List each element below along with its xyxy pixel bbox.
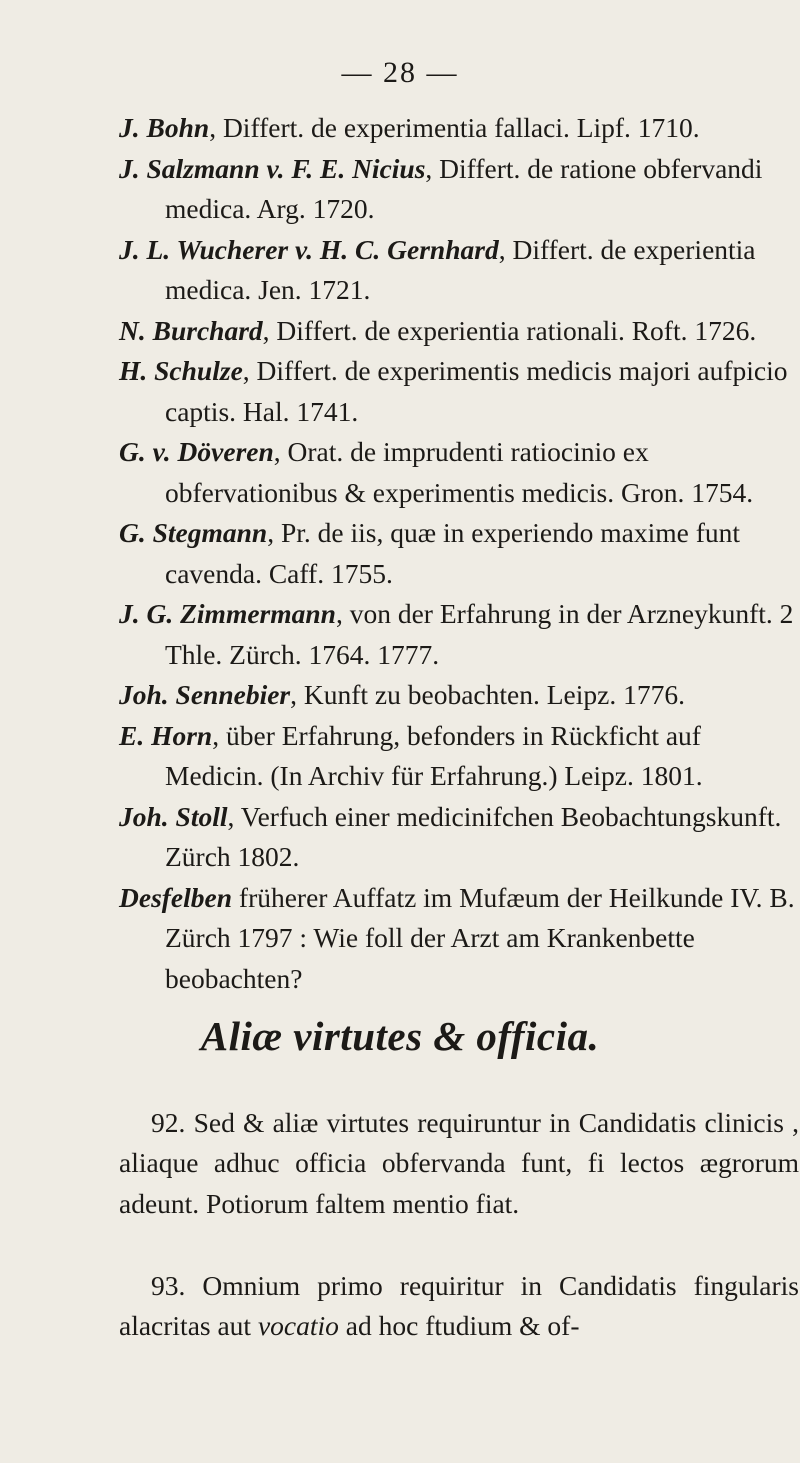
- entry-author: H. Schulze: [119, 355, 243, 386]
- entry-author: Joh. Stoll: [119, 800, 228, 832]
- bibliography-entry: [119, 675, 799, 716]
- section-heading: Aliæ virtutes & officia.: [200, 1013, 600, 1059]
- entry-text: Orat. de imprudenti ratiocinio ex obfervationibus & experimentis medicis. Gron. 1754.: [165, 436, 754, 508]
- paragraph-93: [119, 1266, 799, 1347]
- entry-text: Differt. de experimentis medicis majori aufpicio captis. Hal. 1741.: [165, 355, 788, 427]
- bibliography-entry: [119, 878, 799, 1000]
- entry-author: G. Stegmann: [119, 517, 268, 548]
- entry-author: J. Salzmann v. F. E. Nicius: [119, 152, 426, 184]
- entry-separator: [232, 882, 239, 913]
- entry-author: G. v. Döveren: [119, 436, 274, 467]
- page-number: — 28 —: [341, 56, 459, 89]
- bibliography-entry: [119, 797, 799, 878]
- entry-separator: ,: [227, 800, 241, 832]
- entry-separator: ,: [498, 233, 513, 265]
- bibliography-entry: [119, 513, 799, 594]
- paragraph-emphasis: vocatio: [257, 1310, 339, 1341]
- bibliography-entry: [119, 230, 799, 311]
- paragraph-number: 92.: [151, 1106, 186, 1138]
- entry-text: Kunft zu beobachten. Leipz. 1776.: [303, 679, 685, 710]
- entry-author: J. G. Zimmermann: [119, 598, 336, 629]
- paragraph-text: Omnium primo requiritur in Candidatis fingularis alacritas aut: [119, 1269, 799, 1341]
- entry-separator: ,: [212, 719, 226, 751]
- bibliography-entry: [119, 594, 799, 675]
- entry-separator: ,: [267, 517, 281, 548]
- entry-author: E. Horn: [119, 719, 213, 751]
- entry-text: früherer Auffatz im Mufæum der Heilkunde IV. B. Zürch 1797 : Wie foll der Arzt am Krankenbette beobachten?: [165, 881, 795, 994]
- bibliography-list: [119, 108, 799, 999]
- entry-text: Differt. de experientia rationali. Roft. 1726.: [276, 314, 757, 346]
- paragraph-text-continued: ad hoc ftudium & of-: [345, 1310, 580, 1341]
- entry-separator: ,: [273, 436, 288, 467]
- entry-author: Joh. Sennebier: [119, 679, 291, 710]
- bibliography-entry: [119, 716, 799, 797]
- entry-separator: ,: [209, 112, 223, 143]
- bibliography-entry: [119, 311, 799, 352]
- entry-text: Differt. de experientia medica. Jen. 1721.: [165, 233, 756, 305]
- entry-separator: ,: [290, 679, 304, 710]
- entry-separator: ,: [335, 598, 350, 629]
- entry-text: Differt. de ratione obfervandi medica. Arg. 1720.: [165, 152, 763, 224]
- entry-separator: ,: [425, 152, 440, 184]
- entry-author: J. L. Wucherer v. H. C. Gernhard: [119, 233, 499, 265]
- bibliography-entry: [119, 351, 799, 432]
- entry-text: Pr. de iis, quæ in experiendo maxime funt cavenda. Caff. 1755.: [165, 517, 741, 589]
- bibliography-entry: [119, 108, 799, 149]
- entry-text: Differt. de experimentia fallaci. Lipf. 1710.: [222, 112, 700, 143]
- paragraph-text: Sed & aliæ virtutes requiruntur in Candidatis clinicis , aliaque adhuc officia obfervanda funt, fi lectos ægrorum adeunt. Potiorum faltem mentio fiat.: [119, 1106, 800, 1219]
- bibliography-entry: [119, 432, 799, 513]
- entry-separator: ,: [242, 355, 257, 386]
- entry-author: N. Burchard: [119, 314, 263, 346]
- entry-separator: ,: [262, 314, 277, 346]
- entry-author: J. Bohn: [119, 112, 210, 143]
- entry-text: von der Erfahrung in der Arzneykunft. 2 Thle. Zürch. 1764. 1777.: [165, 598, 794, 670]
- paragraph-number: 93.: [151, 1269, 186, 1301]
- paragraph-92: [119, 1103, 799, 1225]
- entry-text: über Erfahrung, befonders in Rückficht auf Medicin. (In Archiv für Erfahrung.) Leipz. 1801.: [165, 719, 703, 791]
- bibliography-entry: [119, 149, 799, 230]
- entry-author: Desfelben: [119, 881, 233, 913]
- entry-text: Verfuch einer medicinifchen Beobachtungskunft. Zürch 1802.: [165, 800, 782, 872]
